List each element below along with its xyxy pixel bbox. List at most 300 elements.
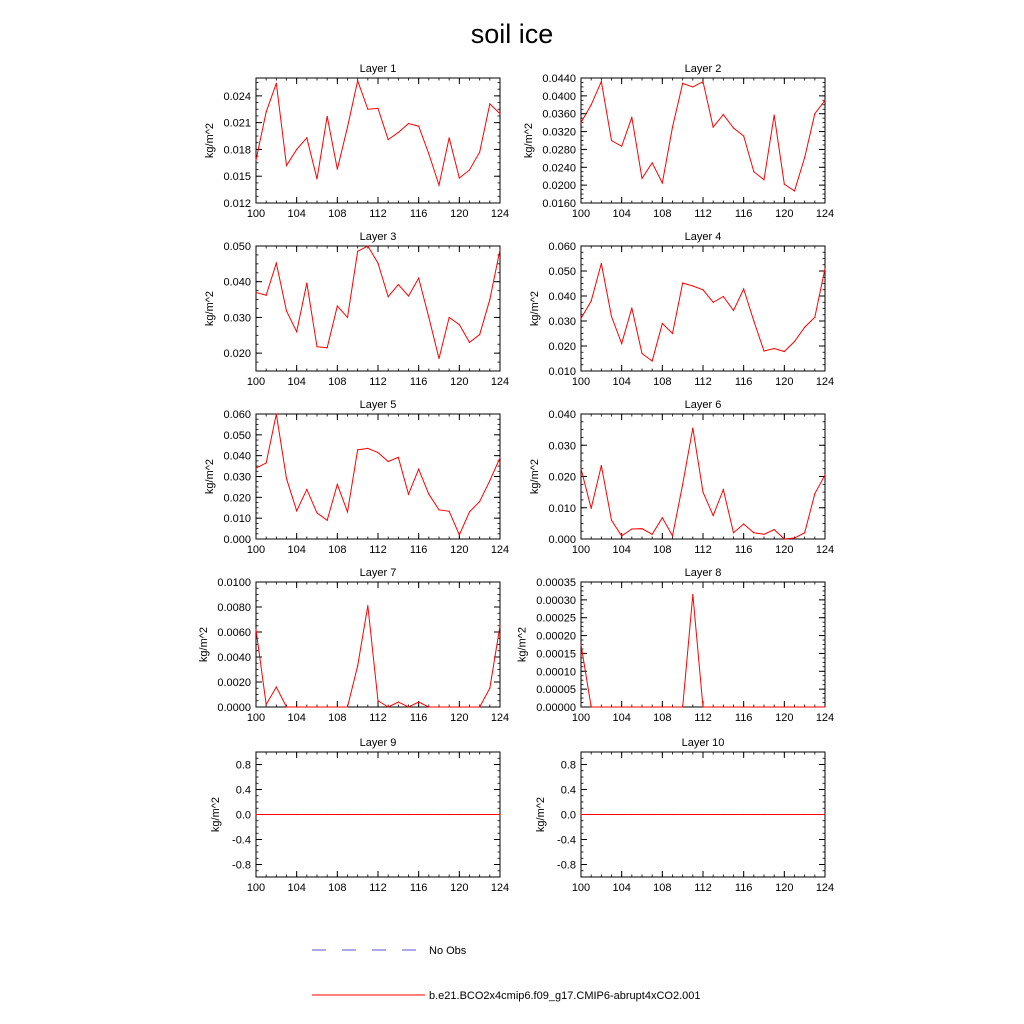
y-tick-label: 0.050	[223, 241, 251, 253]
data-point	[449, 814, 450, 815]
data-point	[641, 178, 642, 179]
data-point	[591, 104, 592, 105]
data-point	[723, 114, 724, 115]
data-point	[702, 81, 703, 82]
x-tick-label: 120	[450, 882, 469, 894]
y-tick-label: 0.0080	[217, 602, 251, 614]
y-tick-label: 0.00015	[536, 648, 576, 661]
x-tick-label: 116	[734, 544, 753, 556]
plot-frame-layer-5	[256, 414, 500, 539]
x-tick-label: 104	[287, 208, 306, 220]
data-point	[601, 814, 602, 815]
data-point	[377, 263, 378, 264]
x-tick-label: 116	[409, 712, 428, 724]
x-tick-label: 116	[734, 712, 753, 724]
data-point	[306, 137, 307, 138]
data-point	[774, 814, 775, 815]
data-point	[367, 109, 368, 110]
data-point	[408, 123, 409, 124]
data-point	[449, 137, 450, 138]
x-tick-label: 124	[815, 208, 835, 220]
data-point	[601, 465, 602, 466]
panel-layer-4	[529, 231, 834, 388]
data-point	[631, 528, 632, 529]
data-point	[733, 706, 734, 707]
x-tick-label: 108	[653, 544, 672, 556]
y-tick-label: 0.0100	[217, 577, 251, 589]
x-tick-label: 108	[328, 376, 347, 388]
data-point	[347, 127, 348, 128]
data-point	[652, 706, 653, 707]
x-tick-label: 112	[694, 712, 712, 724]
data-point	[499, 457, 500, 458]
y-axis-label-layer-1: kg/m^2	[204, 122, 216, 159]
data-point	[438, 814, 439, 815]
data-point	[438, 185, 439, 186]
data-point	[682, 706, 683, 707]
x-tick-label: 112	[369, 712, 387, 724]
x-tick-label: 112	[694, 882, 712, 894]
data-point	[266, 814, 267, 815]
data-point	[580, 644, 581, 645]
data-point	[377, 700, 378, 701]
data-point	[804, 814, 805, 815]
y-tick-label: 0.010	[223, 513, 251, 526]
data-point	[459, 177, 460, 178]
data-point	[367, 448, 368, 449]
data-point	[327, 116, 328, 117]
y-axis-label-layer-2: kg/m^2	[522, 122, 535, 159]
y-tick-label: 0.0020	[217, 677, 251, 689]
x-tick-label: 104	[287, 376, 306, 388]
data-point	[255, 160, 256, 161]
data-point	[337, 305, 338, 306]
data-point	[418, 701, 419, 702]
data-point	[794, 537, 795, 538]
data-point	[316, 346, 317, 347]
data-point	[296, 510, 297, 511]
data-point	[784, 814, 785, 815]
data-point	[327, 706, 328, 707]
data-point	[692, 86, 693, 87]
y-tick-label: 0.4	[235, 784, 251, 797]
y-tick-label: 0.00010	[536, 666, 576, 679]
y-tick-label: 0.0440	[542, 73, 576, 85]
data-point	[449, 317, 450, 318]
data-point	[449, 511, 450, 512]
data-point	[398, 814, 399, 815]
data-point	[327, 347, 328, 348]
y-axis-label-layer-7: kg/m^2	[197, 626, 210, 663]
data-point	[743, 135, 744, 136]
y-tick-label: 0.00000	[536, 702, 576, 714]
y-tick-label: -0.8	[557, 859, 576, 872]
data-point	[641, 814, 642, 815]
y-tick-label: 0.0280	[542, 144, 576, 157]
x-tick-label: 104	[612, 544, 631, 556]
y-tick-label: 0.00030	[536, 594, 576, 607]
data-point	[449, 706, 450, 707]
y-tick-label: 0.050	[548, 266, 576, 278]
data-point	[469, 169, 470, 170]
y-tick-label: 0.000	[548, 534, 576, 546]
x-tick-label: 116	[734, 376, 753, 388]
x-tick-label: 104	[287, 712, 306, 724]
panel-title-layer-7: Layer 7	[359, 567, 397, 579]
data-point	[316, 178, 317, 179]
data-point	[713, 706, 714, 707]
data-point	[479, 334, 480, 335]
data-point	[347, 317, 348, 318]
series-line-layer-8	[581, 595, 825, 708]
y-tick-label: 0.010	[548, 366, 576, 378]
y-tick-label: -0.8	[232, 859, 251, 872]
data-point	[733, 310, 734, 311]
data-point	[316, 814, 317, 815]
data-point	[621, 535, 622, 536]
panel-title-layer-10: Layer 10	[681, 737, 725, 749]
series-line-layer-6	[581, 428, 825, 539]
panel-title-layer-5: Layer 5	[359, 399, 397, 411]
x-tick-label: 120	[450, 712, 469, 724]
data-point	[367, 814, 368, 815]
plot-frame-layer-8	[581, 582, 825, 707]
x-tick-label: 100	[571, 544, 591, 556]
data-point	[713, 515, 714, 516]
y-tick-label: 0.0320	[542, 126, 576, 139]
series-line-layer-2	[581, 82, 825, 191]
data-point	[388, 296, 389, 297]
x-tick-label: 108	[653, 208, 672, 220]
data-point	[499, 814, 500, 815]
legend	[312, 945, 701, 1002]
data-point	[266, 462, 267, 463]
data-point	[296, 706, 297, 707]
series-line-layer-4	[581, 264, 825, 362]
data-point	[489, 814, 490, 815]
data-point	[804, 327, 805, 328]
data-point	[276, 814, 277, 815]
data-point	[591, 814, 592, 815]
data-point	[438, 358, 439, 359]
panel-layer-8	[517, 567, 835, 724]
data-point	[631, 814, 632, 815]
panel-title-layer-4: Layer 4	[684, 231, 722, 243]
legend-model-label: b.e21.BCO2x4cmip6.f09_g17.CMIP6-abrupt4xCO2.001	[429, 990, 701, 1002]
data-point	[296, 814, 297, 815]
data-point	[692, 427, 693, 428]
data-point	[306, 814, 307, 815]
y-axis-label-layer-4: kg/m^2	[529, 290, 541, 327]
data-point	[804, 157, 805, 158]
data-point	[479, 814, 480, 815]
y-tick-label: 0.0040	[217, 652, 251, 664]
data-point	[398, 457, 399, 458]
y-axis-label-layer-8: kg/m^2	[516, 626, 529, 663]
data-point	[682, 282, 683, 283]
y-tick-label: -0.4	[232, 834, 251, 847]
data-point	[357, 80, 358, 81]
data-point	[601, 706, 602, 707]
data-point	[631, 307, 632, 308]
data-point	[388, 139, 389, 140]
data-point	[713, 302, 714, 303]
data-point	[611, 520, 612, 521]
data-point	[774, 348, 775, 349]
data-point	[337, 814, 338, 815]
y-tick-label: 0.040	[223, 276, 251, 289]
data-point	[489, 688, 490, 689]
data-point	[580, 122, 581, 123]
x-tick-label: 100	[571, 712, 591, 724]
data-point	[733, 127, 734, 128]
data-point	[753, 814, 754, 815]
data-point	[286, 310, 287, 311]
data-point	[621, 706, 622, 707]
data-point	[347, 511, 348, 512]
x-tick-label: 112	[369, 882, 387, 894]
plot-frame-layer-2	[581, 78, 825, 203]
data-point	[367, 605, 368, 606]
panel-layer-6	[529, 399, 834, 556]
data-point	[662, 182, 663, 183]
panel-title-layer-6: Layer 6	[684, 399, 722, 411]
panel-layer-1	[204, 63, 509, 220]
data-point	[733, 814, 734, 815]
y-tick-label: 0.0360	[542, 108, 576, 121]
data-point	[753, 706, 754, 707]
data-point	[418, 278, 419, 279]
data-point	[652, 814, 653, 815]
data-point	[489, 103, 490, 104]
data-point	[824, 100, 825, 101]
x-tick-label: 120	[775, 712, 794, 724]
data-point	[733, 532, 734, 533]
data-point	[418, 469, 419, 470]
x-tick-label: 116	[734, 208, 753, 220]
y-tick-label: 0.0400	[542, 90, 576, 103]
data-point	[672, 127, 673, 128]
data-point	[814, 317, 815, 318]
data-point	[357, 814, 358, 815]
data-point	[824, 268, 825, 269]
x-tick-label: 104	[287, 544, 306, 556]
panel-layer-5	[204, 399, 509, 556]
data-point	[276, 263, 277, 264]
data-point	[692, 285, 693, 286]
data-point	[357, 449, 358, 450]
data-point	[774, 114, 775, 115]
x-tick-label: 116	[409, 208, 428, 220]
panel-layer-2	[523, 63, 834, 220]
data-point	[266, 111, 267, 112]
data-point	[591, 300, 592, 301]
data-point	[316, 706, 317, 707]
data-point	[377, 814, 378, 815]
x-tick-label: 112	[369, 208, 387, 220]
data-point	[337, 484, 338, 485]
y-tick-label: 0.020	[223, 492, 251, 505]
y-tick-label: 0.0060	[217, 627, 251, 639]
data-point	[499, 249, 500, 250]
data-point	[743, 288, 744, 289]
data-point	[286, 814, 287, 815]
data-point	[499, 113, 500, 114]
data-point	[641, 353, 642, 354]
x-tick-label: 124	[490, 208, 510, 220]
x-tick-label: 124	[815, 712, 835, 724]
data-point	[774, 706, 775, 707]
data-point	[702, 706, 703, 707]
data-point	[621, 814, 622, 815]
y-tick-label: 0.00005	[536, 684, 576, 697]
y-tick-label: 0.021	[223, 117, 251, 130]
data-point	[692, 814, 693, 815]
x-tick-label: 124	[815, 376, 835, 388]
x-tick-label: 104	[287, 882, 306, 894]
x-tick-label: 124	[490, 712, 510, 724]
data-point	[316, 512, 317, 513]
y-tick-label: 0.000	[223, 534, 251, 546]
data-point	[347, 814, 348, 815]
y-tick-label: 0.4	[560, 784, 576, 797]
data-point	[794, 190, 795, 191]
panel-layer-9	[210, 737, 509, 894]
panel-title-layer-9: Layer 9	[359, 737, 397, 749]
data-point	[702, 289, 703, 290]
data-point	[591, 706, 592, 707]
x-tick-label: 120	[775, 208, 794, 220]
data-point	[428, 494, 429, 495]
y-tick-label: 0.0	[235, 809, 251, 822]
y-tick-label: 0.060	[223, 409, 251, 421]
data-point	[784, 706, 785, 707]
data-point	[408, 706, 409, 707]
data-point	[459, 814, 460, 815]
y-tick-label: 0.030	[548, 440, 576, 453]
data-point	[672, 333, 673, 334]
y-axis-label-layer-5: kg/m^2	[204, 458, 216, 495]
x-tick-label: 100	[571, 208, 591, 220]
data-point	[753, 320, 754, 321]
data-point	[469, 706, 470, 707]
data-point	[611, 140, 612, 141]
data-point	[479, 501, 480, 502]
data-point	[388, 461, 389, 462]
data-point	[266, 295, 267, 296]
data-point	[398, 284, 399, 285]
data-point	[428, 706, 429, 707]
series-line-layer-5	[256, 414, 500, 535]
y-tick-label: 0.060	[548, 241, 576, 253]
data-point	[763, 350, 764, 351]
data-point	[479, 152, 480, 153]
data-point	[459, 324, 460, 325]
data-point	[713, 814, 714, 815]
x-tick-label: 100	[246, 712, 266, 724]
data-point	[763, 179, 764, 180]
data-point	[652, 360, 653, 361]
y-tick-label: 0.040	[548, 291, 576, 303]
data-point	[611, 814, 612, 815]
data-point	[479, 706, 480, 707]
x-tick-label: 104	[612, 376, 631, 388]
data-point	[753, 171, 754, 172]
x-tick-label: 100	[571, 376, 591, 388]
data-point	[784, 351, 785, 352]
x-tick-label: 100	[246, 544, 266, 556]
data-point	[601, 263, 602, 264]
x-tick-label: 124	[490, 376, 510, 388]
data-point	[459, 706, 460, 707]
data-point	[824, 474, 825, 475]
x-tick-label: 100	[571, 882, 591, 894]
data-point	[418, 126, 419, 127]
data-point	[347, 706, 348, 707]
data-point	[296, 331, 297, 332]
panel-layer-7	[198, 567, 509, 724]
data-point	[255, 468, 256, 469]
y-axis-label-layer-6: kg/m^2	[529, 458, 541, 495]
y-tick-label: 0.030	[223, 471, 251, 484]
x-tick-label: 116	[409, 544, 428, 556]
data-point	[662, 706, 663, 707]
data-point	[489, 480, 490, 481]
panel-title-layer-8: Layer 8	[684, 567, 722, 579]
data-point	[428, 814, 429, 815]
data-point	[794, 706, 795, 707]
data-point	[753, 532, 754, 533]
x-tick-label: 108	[328, 712, 347, 724]
y-tick-label: 0.012	[223, 198, 251, 210]
data-point	[438, 509, 439, 510]
x-tick-label: 112	[694, 208, 712, 220]
data-point	[763, 534, 764, 535]
y-tick-label: 0.015	[223, 171, 251, 184]
panel-layer-10	[535, 737, 834, 894]
x-tick-label: 124	[815, 544, 835, 556]
x-tick-label: 112	[369, 376, 387, 388]
data-point	[428, 153, 429, 154]
data-point	[774, 529, 775, 530]
data-point	[306, 706, 307, 707]
y-tick-label: 0.024	[223, 90, 251, 103]
data-point	[428, 317, 429, 318]
data-point	[408, 295, 409, 296]
data-point	[723, 296, 724, 297]
data-point	[682, 814, 683, 815]
x-tick-label: 108	[328, 208, 347, 220]
y-tick-label: 0.8	[235, 759, 251, 772]
data-point	[367, 245, 368, 246]
data-point	[296, 149, 297, 150]
y-tick-label: 0.020	[223, 348, 251, 361]
data-point	[408, 494, 409, 495]
data-point	[337, 706, 338, 707]
data-point	[255, 292, 256, 293]
data-point	[489, 299, 490, 300]
y-tick-label: 0.0	[560, 809, 576, 822]
data-point	[580, 468, 581, 469]
y-tick-label: 0.0000	[217, 702, 251, 714]
x-tick-label: 120	[775, 882, 794, 894]
data-point	[672, 706, 673, 707]
data-point	[631, 117, 632, 118]
x-tick-label: 108	[328, 882, 347, 894]
data-point	[357, 251, 358, 252]
plot-frame-layer-7	[256, 582, 500, 707]
data-point	[814, 113, 815, 114]
